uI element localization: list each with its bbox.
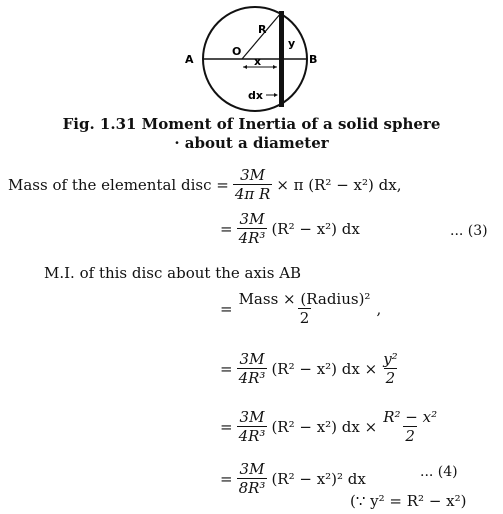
eq3-fraction <box>237 290 373 327</box>
eq5-rest: (R² − x²) dx × <box>271 417 378 436</box>
figure-caption: Fig. 1.31 Moment of Inertia of a solid sphere <box>62 115 441 133</box>
label-y: y <box>288 37 296 50</box>
eq6-rest: (R² − x²)² dx <box>271 469 366 488</box>
label-O: O <box>232 45 242 58</box>
eq3-numerator: Mass × (Radius)² <box>238 290 371 308</box>
equation-mi-step1: = $\frac{3M}{\text{4R³}}$ (R² − x²) dx × $\frac{\text{y²}}{2}$ <box>220 350 398 387</box>
label-A: A <box>185 53 194 66</box>
eq2-fraction <box>237 210 268 247</box>
eq6-numerator: 3M <box>239 460 265 478</box>
eq4-fraction2 <box>381 350 400 387</box>
radius-line <box>242 13 281 59</box>
equation-mi-formula: = $\frac{\text{Mass × (Radius)²}}{2}$ , <box>220 290 382 327</box>
eq1-rest: × π (R² − x²) dx, <box>276 175 402 194</box>
eq3-denominator: 2 <box>299 309 310 327</box>
equation-mass-disc <box>8 166 401 203</box>
eq2-rest: (R² − x²) dx <box>271 219 360 238</box>
sphere-diagram <box>180 5 330 113</box>
eq1-lead: Mass of the elemental disc = <box>8 175 229 194</box>
because-note: (∵ y² = R² − x²) <box>350 492 467 510</box>
eq4-fraction <box>237 350 268 387</box>
eq4-rest: (R² − x²) dx × <box>271 359 378 378</box>
label-x: x <box>254 55 262 68</box>
eq1-numerator: 3M <box>240 166 266 184</box>
eq3-rest: , <box>376 299 382 318</box>
label-B: B <box>309 53 318 66</box>
equation-tag-4: ... (4) <box>420 464 458 480</box>
eq4-numerator2: y² <box>383 350 398 368</box>
eq5-fraction2 <box>381 408 439 445</box>
elemental-disc <box>279 11 284 107</box>
label-R: R <box>258 23 267 36</box>
equation-mass-simplified: = $\frac{3M}{\text{4R³}}$ (R² − x²) dx <box>220 210 360 247</box>
eq6-denominator: 8R³ <box>238 479 266 497</box>
eq1-denominator: 4π R <box>234 185 271 203</box>
eq6-fraction <box>237 460 268 497</box>
eq5-numerator: 3M <box>239 408 265 426</box>
equation-tag-3: ... (3) <box>450 223 488 239</box>
eq2-numerator: 3M <box>239 210 265 228</box>
equation-mi-final: = $\frac{3M}{\text{8R³}}$ (R² − x²)² dx <box>220 460 366 497</box>
eq4-numerator: 3M <box>239 350 265 368</box>
mi-statement: M.I. of this disc about the axis AB <box>44 264 302 282</box>
eq5-denominator: 4R³ <box>238 427 266 445</box>
equation-mi-step2: = $\frac{3M}{\text{4R³}}$ (R² − x²) dx × $\frac{\text{R² − x²}}{2}$ <box>220 408 438 445</box>
eq5-fraction <box>237 408 268 445</box>
eq2-denominator: 4R³ <box>238 229 266 247</box>
label-dx: dx <box>248 89 263 102</box>
eq1-fraction <box>233 166 272 203</box>
eq4-denominator2: 2 <box>385 369 396 387</box>
eq5-denominator2: 2 <box>405 427 415 445</box>
eq5-numerator2: R² − x² <box>383 408 438 426</box>
eq4-denominator: 4R³ <box>238 369 266 387</box>
figure-caption-line2: · about a diameter <box>174 134 329 152</box>
